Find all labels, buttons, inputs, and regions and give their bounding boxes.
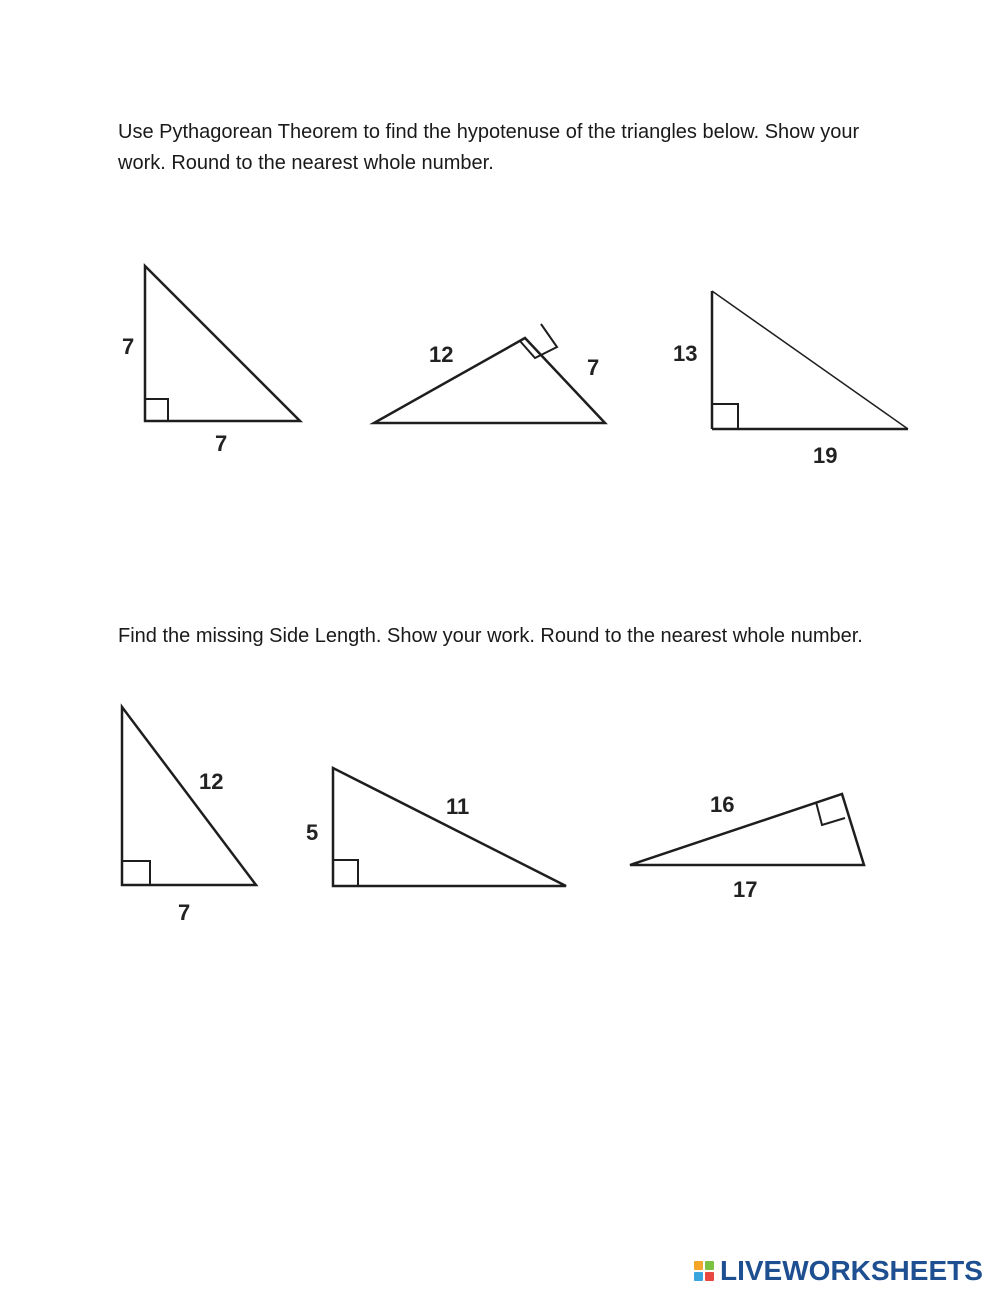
leg-b-label: 7 [587, 355, 600, 380]
right-angle-marker [816, 802, 845, 825]
hypotenuse-label: 17 [733, 877, 758, 902]
leg-b-label: 19 [813, 443, 838, 468]
triangle-2-1 [122, 707, 256, 925]
leg-label: 16 [710, 792, 735, 817]
triangle-2-3 [630, 792, 864, 902]
right-angle-marker [333, 860, 358, 886]
leg-a-label: 12 [429, 342, 454, 367]
hypotenuse-label: 12 [199, 769, 224, 794]
logo-square-icon [705, 1272, 714, 1281]
triangle-outline [145, 266, 300, 421]
triangle-2-2 [306, 768, 566, 886]
right-angle-marker [712, 404, 738, 429]
leg-label: 5 [306, 820, 319, 845]
triangle-1-1 [122, 266, 300, 456]
logo-square-icon [705, 1261, 714, 1270]
triangle-outline [122, 707, 256, 885]
leg-a-label: 13 [673, 341, 698, 366]
instruction-part-2: Find the missing Side Length. Show your work. Round to the nearest whole number. [118, 625, 863, 647]
liveworksheets-logo[interactable] [694, 1254, 983, 1288]
leg-b-label: 7 [215, 431, 228, 456]
hypotenuse-line [712, 291, 908, 429]
triangle-outline [374, 338, 605, 423]
hypotenuse-label: 11 [446, 794, 470, 819]
brand-name: LIVEWORKSHEETS [720, 1255, 983, 1286]
triangle-outline [333, 768, 566, 886]
right-angle-marker [122, 861, 150, 885]
leg-label: 7 [178, 900, 191, 925]
leg-a-label: 7 [122, 334, 135, 359]
triangle-outline [630, 794, 864, 865]
logo-mark-icon [694, 1261, 714, 1281]
triangle-1-2 [374, 324, 605, 423]
right-angle-marker [145, 399, 168, 421]
logo-square-icon [694, 1261, 703, 1270]
triangle-1-3 [673, 291, 908, 468]
logo-square-icon [694, 1272, 703, 1281]
instruction-part-1: Use Pythagorean Theorem to find the hypotenuse of the triangles below. Show your work. Round to the nearest whole number. [118, 121, 860, 174]
